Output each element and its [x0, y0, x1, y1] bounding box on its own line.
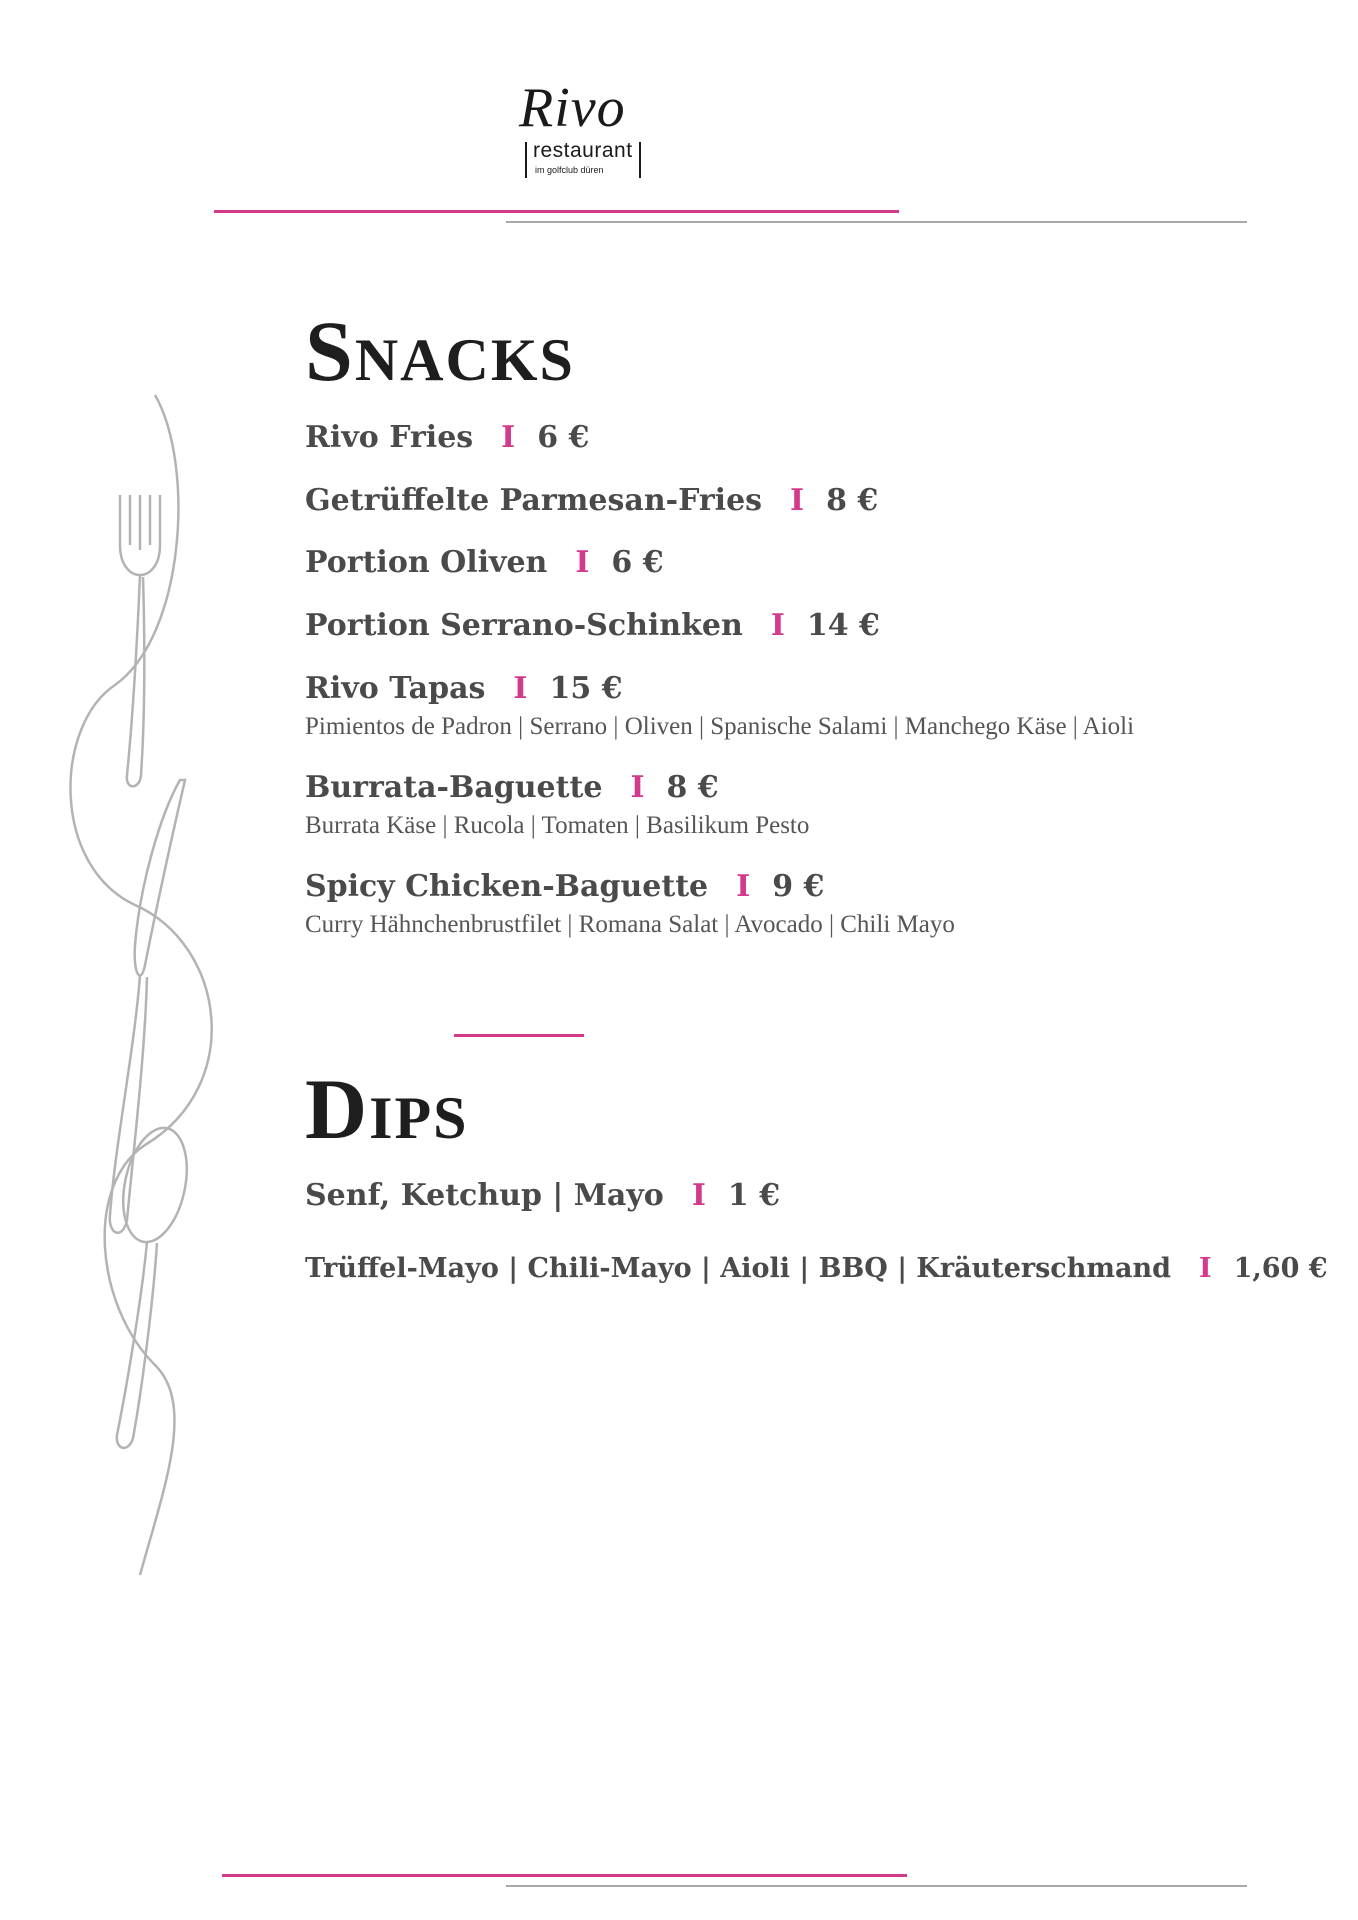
menu-item [305, 1178, 781, 1213]
item-separator: I [1198, 1253, 1212, 1284]
item-name: Getrüffelte Parmesan-Fries [305, 483, 763, 518]
fork-icon [120, 495, 160, 786]
item-name: Rivo Tapas [305, 671, 486, 706]
logo-fork-mark [525, 142, 527, 178]
item-price: 6 € [537, 420, 590, 455]
spoon-icon [114, 1122, 197, 1448]
item-separator: I [770, 608, 785, 643]
section-divider [454, 1034, 584, 1037]
item-price: 8 € [666, 770, 719, 805]
item-description: Curry Hähnchenbrustfilet | Romana Salat | Avocado | Chili Mayo [305, 911, 955, 938]
item-separator: I [790, 483, 805, 518]
header-rule-pink [214, 210, 899, 213]
item-separator: I [691, 1178, 706, 1213]
knife-icon [110, 780, 185, 1233]
item-separator: I [501, 420, 516, 455]
footer-rule-pink [222, 1874, 907, 1877]
item-name: Senf, Ketchup | Mayo [305, 1178, 664, 1213]
item-name: Portion Oliven [305, 545, 548, 580]
snacks-title: Snacks [305, 303, 575, 399]
dips-title: Dips [305, 1061, 469, 1157]
footer-rule-grey [506, 1885, 1247, 1887]
item-name: Portion Serrano-Schinken [305, 608, 743, 643]
swirl-line [70, 395, 211, 1575]
item-price: 15 € [549, 671, 623, 706]
item-price: 9 € [772, 869, 825, 904]
item-description: Pimientos de Padron | Serrano | Oliven | Spanische Salami | Manchego Käse | Aioli [305, 713, 1135, 740]
item-separator: I [630, 770, 645, 805]
item-name: Trüffel-Mayo | Chili-Mayo | Aioli | BBQ | Kräuterschmand [305, 1253, 1171, 1284]
logo-tagline: im golfclub düren [535, 165, 604, 175]
item-name: Spicy Chicken-Baguette [305, 869, 709, 904]
menu-item [305, 608, 880, 643]
menu-item [305, 770, 810, 839]
restaurant-logo [505, 77, 655, 190]
menu-item [305, 420, 590, 455]
menu-item [305, 483, 879, 518]
item-name: Rivo Fries [305, 420, 474, 455]
logo-knife-mark [639, 142, 641, 178]
item-name: Burrata-Baguette [305, 770, 603, 805]
item-price: 14 € [806, 608, 880, 643]
cutlery-decoration [45, 385, 245, 1585]
item-price: 8 € [826, 483, 879, 518]
menu-item [305, 671, 1135, 740]
item-price: 6 € [611, 545, 664, 580]
item-separator: I [513, 671, 528, 706]
logo-name: Rivo [519, 77, 626, 139]
item-price: 1,60 € [1233, 1253, 1328, 1284]
item-separator: I [575, 545, 590, 580]
logo-subtitle: restaurant [533, 139, 633, 162]
item-price: 1 € [727, 1178, 781, 1213]
menu-item [305, 545, 664, 580]
menu-item [305, 1255, 1328, 1282]
item-separator: I [736, 869, 751, 904]
header-rule-grey [506, 221, 1247, 223]
menu-item [305, 869, 955, 938]
item-description: Burrata Käse | Rucola | Tomaten | Basilikum Pesto [305, 812, 810, 839]
